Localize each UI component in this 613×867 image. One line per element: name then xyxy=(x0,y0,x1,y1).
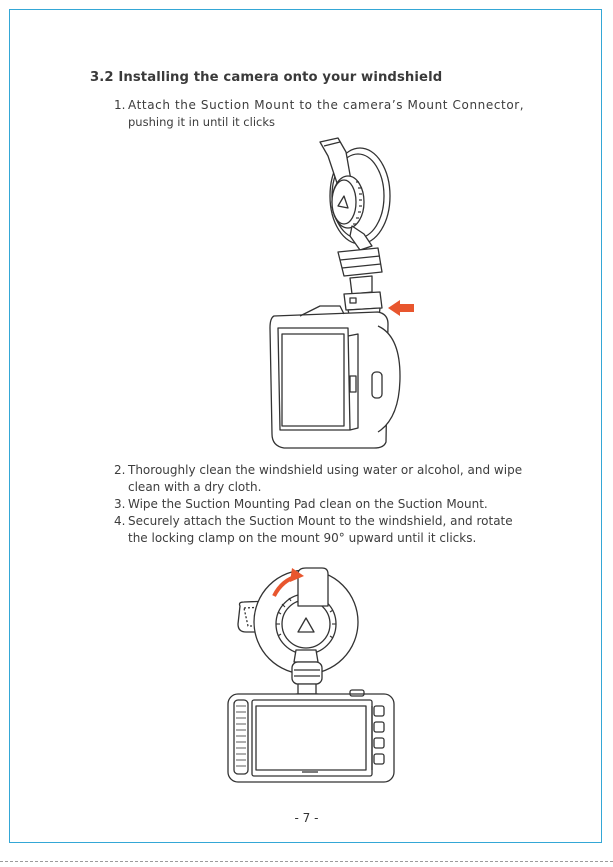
step-text-cont: the locking clamp on the mount 90° upward until it clicks. xyxy=(128,531,477,545)
step-text: Attach the Suction Mount to the camera’s Mount Connector, xyxy=(128,98,525,112)
section-heading: 3.2 Installing the camera onto your windshield xyxy=(90,70,443,85)
step-text-cont: pushing it in until it clicks xyxy=(128,115,275,129)
step-3 xyxy=(114,496,488,513)
page-number: - 7 - xyxy=(294,811,319,825)
cut-line xyxy=(0,861,613,862)
step-number: 4. xyxy=(114,514,126,528)
camera-side-view-illustration xyxy=(260,136,420,446)
step-text-cont: clean with a dry cloth. xyxy=(128,480,262,494)
step-text: Wipe the Suction Mounting Pad clean on the Suction Mount. xyxy=(128,497,488,511)
step-1 xyxy=(114,97,524,131)
camera-front-view-illustration xyxy=(226,566,402,784)
step-text: Thoroughly clean the windshield using water or alcohol, and wipe xyxy=(128,463,523,477)
step-4 xyxy=(114,513,513,547)
step-2 xyxy=(114,462,522,496)
arrow-left-icon xyxy=(388,300,414,316)
step-text: Securely attach the Suction Mount to the windshield, and rotate xyxy=(128,514,513,528)
step-number: 3. xyxy=(114,497,126,511)
step-number: 1. xyxy=(114,98,126,112)
step-number: 2. xyxy=(114,463,126,477)
